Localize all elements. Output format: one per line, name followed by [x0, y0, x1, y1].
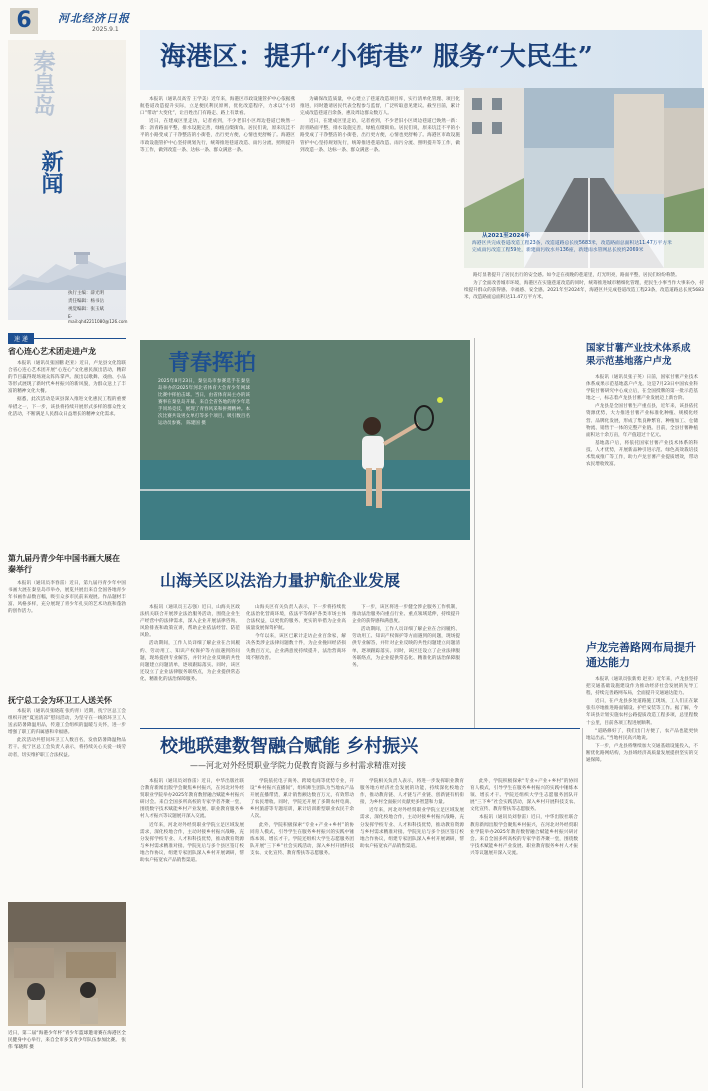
article3-subheadline: ——河北对外经贸职业学院力促教育资源与乡村需求精准对接	[190, 761, 406, 770]
paper-name: 河北经济日报	[58, 12, 130, 25]
editor-3: 视觉编辑：张玉斌	[68, 307, 104, 312]
lead-body-col2	[300, 96, 460, 336]
article2-body-col1	[140, 604, 240, 722]
brief-photo-caption: 近日，第二届“海港少年杯”青少年篮球邀请赛在海港区全民健身中心举行，来自全市多支青少年队伍参加比赛。 张伟 邹晓辉 摄	[8, 1031, 126, 1051]
paragraph: 下一步，该区将进一步健全涉企服务工作机制，推动法治服务向重点行业、重点领域延伸，持续提升企业的获得感和满意度。	[352, 605, 460, 625]
article3-body-col4	[470, 778, 578, 1084]
lead-photo-caption	[464, 232, 704, 268]
caption-line: 海港区共完成巷道改造工程23条，改造道路总长度5683米，改造路面总面积达11.47万平方米	[472, 241, 672, 246]
right-article1-body	[586, 374, 698, 636]
section-email[interactable]: E-mail:qhd2211080@126.com	[68, 314, 128, 324]
paragraph: 本报讯（通讯员刘春雷）近日，中华出版社联合教育新闻出版学会聚焦乡村振兴，在河北对外经贸职业学院举办2025年教育数智融合赋能乡村振兴研讨会。来自全国多所高校的专家学者齐聚一堂，围绕数字技术赋能乡村产业发展、职业教育服务乡村人才振兴等议题展开深入交流。	[470, 815, 578, 856]
paragraph: 本报讯（通讯员张新勇 赵亚）近年来，卢龙县坚持把交通基础设施建设作为推动经济社会发展的先导工程，持续完善路网布局，全面提升交通通达能力。	[586, 677, 698, 697]
paragraph: 本报讯（通讯员张子英）日前，国家甘薯产业技术体系成果示范基地落户卢龙。这是7月23日中国农业科学院甘薯研究中心成立后，在全国授牌的第一批示范基地之一，标志着卢龙县甘薯产业发展迈上新台阶。	[586, 375, 698, 402]
paragraph: 卢龙县是全国甘薯生产重点县，近年来，该县依托资源优势，大力推进甘薯产业标准化种植、规模化经营、品牌化发展，形成了集良种繁育、种植加工、仓储物流、销售于一体的完整产业链。目前，全县甘薯种植面积达十余万亩，年产值超过十亿元。	[586, 404, 698, 438]
paragraph: “道路修好了，我们出门方便了，农产品也能更快地运出去。”当地村民高兴地说。	[586, 728, 698, 741]
column-divider	[582, 728, 583, 1088]
section-column: 新闻	[38, 150, 64, 194]
paragraph: 此外，学院积极探索“专业+产业+乡村”的协同育人模式，引导学生在服务乡村振兴的实践中锤炼本领、增长才干。学院还组织大学生志愿服务团队开展“三下乡”社会实践活动，深入乡村开展科技支农、文化宣传、教育帮扶等志愿服务。	[470, 779, 578, 813]
article3-body-col2	[250, 778, 354, 1084]
article3-headline: 校地联建数智融合赋能 乡村振兴	[160, 736, 419, 757]
paragraph: 据悉，此次活动是该县深入推进文化惠民工程的重要举措之一，下一步，该县将持续开展形式多样的群众性文化活动，不断满足人民群众日益增长的精神文化需求。	[8, 397, 126, 417]
caption-line: 从2021至2024年	[482, 233, 530, 239]
paragraph: 活动期间，工作人员详细了解企业在合同履约、劳动用工、知识产权保护等方面遇到的问题，现场提供专业解答，并针对企业反映的共性问题建立问题清单，逐项跟踪落实。同时，该区还设立了企业法律服务联络点，为企业提供常态化、精准化的法治保障服务。	[352, 627, 460, 668]
brief-label-text: 速 递	[8, 333, 34, 344]
brief-label	[8, 326, 126, 343]
article2-body-col3	[352, 604, 460, 722]
feature-caption: 2025年8月23日，秦皇岛市参赛选手在秦皇岛举办的2025年河北省体育大会青少年网球比赛中挥拍击球。当日，由省体育局主办的该赛事在秦皇岛开幕，来自全省各地的青少年选手同场竞技，展现了青春风采和拼搏精神。本次比赛共设男女单打等多个项目，吸引数百名运动员参赛。 陈建国 摄	[158, 379, 250, 426]
article3-body-col3	[360, 778, 464, 1084]
paragraph: 此次活动共慰问环卫工人数百名，发放防暑降温物品若干。抚宁区总工会负责人表示，将持续关心关爱一线劳动者，切实维护职工合法权益。	[8, 738, 126, 758]
paragraph: 本报讯（通讯员刘春雷）近日，中华出版社联合教育新闻出版学会聚焦乡村振兴，在河北对外经贸职业学院举办2025年教育数智融合赋能乡村振兴研讨会。来自全国多所高校的专家学者齐聚一堂，围绕数字技术赋能乡村产业发展、职业教育服务乡村人才振兴等议题展开深入交流。	[140, 779, 244, 820]
lead-headline: 海港区：提升“小街巷” 服务“大民生”	[160, 42, 593, 72]
paragraph: 本报讯（通讯员张国鹏 赵亚）近日，卢龙县文化馆联合省心连心艺术团开展“心连心”文化惠民演出活动，精彩的节目赢得现场观众阵阵掌声。演出以歌舞、戏曲、小品等形式展现了新时代乡村振兴的新风貌，为群众送上了丰富的精神文化大餐。	[8, 361, 126, 395]
brief-photo	[8, 902, 126, 1026]
brief3-body	[8, 708, 126, 898]
right-article2-body	[586, 676, 698, 1084]
brief2-body	[8, 580, 126, 690]
feature-title: 青春挥拍	[168, 350, 257, 376]
paragraph: 学院依托电子商务、跨境电商等优势专业，开设“乡村振兴直播间”，组织师生团队为当地农产品开展直播带货，累计销售额达数百万元，有效带动了农民增收。同时，学院还开展了多期农村电商、乡村旅游等专题培训，累计培训新型职业农民千余人次。	[250, 779, 354, 820]
paragraph: 近日，在建成区里走访，记者看到，不少老旧小区周边巷道已焕然一新：沥青路面平整，排水设施完善，绿植点缀街角。居民们说，原来坑洼不平的小路变成了干净整洁的小街巷，出行更方便，心情也更舒畅了。海港区市政设施管护中心坚持规划先行，统筹推进巷道改造、雨污分流、照明提升等工作，做到改造一条、达标一条、群众满意一条。	[300, 119, 460, 153]
issue-date: 2025.9.1	[92, 26, 119, 33]
paragraph: 今年以来，该区已累计走访企业百余家，解决各类涉企法律问题数十件，为企业挽回经济损失数百万元，企业满意度持续提升，法治营商环境不断改善。	[246, 634, 346, 661]
great-wall-illustration	[8, 250, 126, 290]
section-city: 秦皇岛	[30, 50, 56, 116]
paragraph: 本报讯（通讯员王志强）近日，山海关区政法机关联合开展涉企法治服务活动，围绕企业生产经营中的法律需求，深入企业开展法律咨询、风险排查和政策宣讲，帮助企业依法经营、防范风险。	[140, 605, 240, 639]
paragraph: 学院相关负责人表示，将进一步发挥职业教育服务地方经济社会发展的功能，持续深化校地合作，推动教育链、人才链与产业链、创新链有机衔接，为乡村全面振兴贡献更多智慧和力量。	[360, 779, 464, 806]
brief3-headline: 抚宁总工会为环卫工人送关怀	[8, 695, 112, 705]
page-number: 6	[10, 8, 38, 34]
editor-1: 执行主编：薛光明	[68, 291, 104, 296]
right-article1-headline: 国家甘薯产业技术体系成果示范基地落户卢龙	[586, 343, 691, 367]
section-banner	[8, 40, 128, 324]
paragraph: 活动期间，工作人员详细了解企业在合同履约、劳动用工、知识产权保护等方面遇到的问题，现场提供专业解答，并针对企业反映的共性问题建立问题清单，逐项跟踪落实。同时，该区还设立了企业法律服务联络点，为企业提供常态化、精准化的法治保障服务。	[140, 641, 240, 682]
paragraph: 本报讯（通讯员高雪 王学美）近年来，海港区市政设施管护中心依据燕航巷道改造提升实际，立足便民利民原则，优化改造程序，力求以“小切口”带动“大变化”，让百姓出门有路走、路上有景看。	[140, 97, 295, 117]
editor-2: 责任编辑：杨书岳	[68, 299, 104, 304]
paragraph: 基地落户后，将依托国家甘薯产业技术体系的科技、人才优势，开展新品种引进示范、绿色高效栽培技术集成推广等工作，助力卢龙甘薯产业提质增效，带动农民增收致富。	[586, 440, 698, 468]
paragraph: 本报讯（通讯员李春雷）近日，第九届丹青少年中国书画大展在秦皇岛市举办，展览共展出来自全国各地青少年书画作品数百幅，吸引众多市民前来观展。作品题材丰富、风格多样，充分展现了青少年扎实的艺术功底和蓬勃的创作活力。	[8, 581, 126, 615]
paragraph: 为了全面改善城市环境，海港区在实施巷道改造的同时，统筹推进城市精细化管理，把民生小事当作大事来办，持续提升群众的获得感、幸福感、安全感。2021年至2024年，海港区共完成巷道改造工程23条，改造道路总长度5683米，改造路面总面积达11.47万平方米。	[464, 281, 704, 301]
paragraph: 近日，在卢龙县多处道路施工现场，工人们正在紧张有序地推进路面铺设、护栏安装等工作。据了解，今年该县计划实施农村公路提质改造工程多项，总里程数十公里，目前各项工程进展顺利。	[586, 699, 698, 726]
paragraph: 近年来，河北对外经贸职业学院立足区域发展需求，深化校地合作，主动对接乡村振兴战略，充分发挥学校专业、人才和科技优势，推动教育资源与乡村需求精准对接。学院先后与多个县区签订校地合作协议，组建专家团队深入乡村开展调研，帮助农户拓宽农产品销售渠道。	[360, 808, 464, 849]
paragraph: 近日，在建成区里走访，记者看到，不少老旧小区周边巷道已焕然一新：沥青路面平整，排水设施完善，绿植点缀街角。居民们说，原来坑洼不平的小路变成了干净整洁的小街巷，出行更方便，心情也更舒畅了。海港区市政设施管护中心坚持规划先行，统筹推进巷道改造、雨污分流、照明提升等工作，做到改造一条、达标一条、群众满意一条。	[140, 119, 295, 153]
article2-body-col2	[246, 604, 346, 722]
paragraph: 近年来，河北对外经贸职业学院立足区域发展需求，深化校地合作，主动对接乡村振兴战略，充分发挥学校专业、人才和科技优势，推动教育资源与乡村需求精准对接。学院先后与多个县区签订校地合作协议，组建专家团队深入乡村开展调研，帮助农户拓宽农产品销售渠道。	[140, 822, 244, 864]
caption-line: 完成雨污改造工程59处，新建雨污收水井136座，新建雨水管网总长度约2069米	[472, 248, 644, 253]
paragraph: 路灯显著提升了居民出行的安全感。如今走在夜晚的巷道里，灯光明亮，路面平整，居民们纷纷称赞。	[473, 273, 680, 278]
article3-body-col1	[140, 778, 244, 1084]
lead-body-col3	[464, 272, 704, 332]
brief1-headline: 省心连心艺术团走进卢龙	[8, 346, 96, 356]
paragraph: 为确保改造质量，中心建立了巷道改造项目库，实行清单化管理、项目化推进，同时邀请居民代表全程参与监督，广泛听取意见建议。截至目前，累计完成改造巷道百余条，惠及周边群众数万人。	[300, 97, 460, 117]
brief2-headline: 第九届丹青少年中国书画大展在秦举行	[8, 553, 120, 574]
lead-body-col1	[140, 96, 295, 268]
paragraph: 下一步，卢龙县将继续加大交通基础设施投入，不断优化路网结构，为县域经济高质量发展提供坚实的交通保障。	[586, 743, 698, 764]
right-article2-headline: 卢龙完善路网布局提升通达能力	[586, 641, 696, 669]
column-divider	[474, 338, 475, 728]
paragraph: 本报讯（通讯员张晓霞 张约青）近期，抚宁区总工会组织开展“夏送清凉”慰问活动，为坚守在一线的环卫工人送去防暑降温用品，传递工会组织的温暖与关怀，进一步增强了职工的归属感和幸福感。	[8, 709, 126, 736]
article3-rule	[140, 728, 580, 729]
article2-headline: 山海关区以法治力量护航企业发展	[160, 571, 401, 590]
paragraph: 山海关区有关负责人表示，下一步将持续优化法治化营商环境，依法平等保护各类市场主体合法权益，以更优的服务、更实的举措为企业高质量发展保驾护航。	[246, 605, 346, 632]
paragraph: 此外，学院积极探索“专业+产业+乡村”的协同育人模式，引导学生在服务乡村振兴的实践中锤炼本领、增长才干。学院还组织大学生志愿服务团队开展“三下乡”社会实践活动，深入乡村开展科技支农、文化宣传、教育帮扶等志愿服务。	[250, 822, 354, 856]
brief1-body	[8, 360, 126, 548]
